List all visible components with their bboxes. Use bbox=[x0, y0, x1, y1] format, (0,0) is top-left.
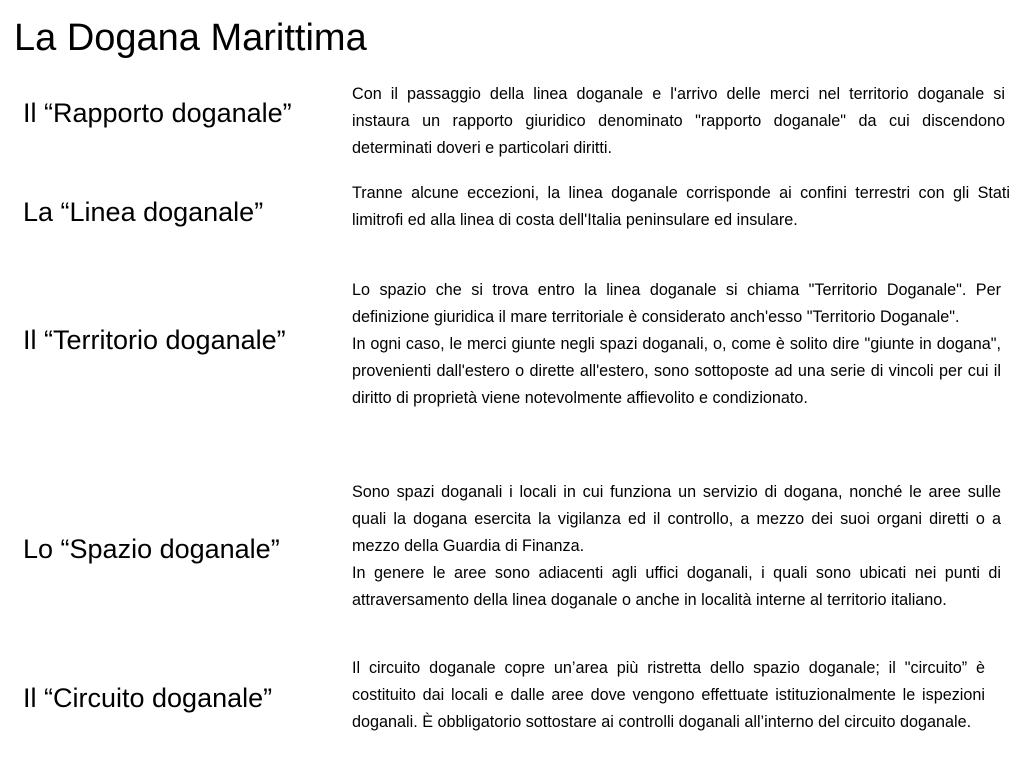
slide-title: La Dogana Marittima bbox=[14, 17, 367, 59]
body-spazio-doganale bbox=[352, 479, 1001, 614]
body-linea-doganale bbox=[352, 180, 1010, 234]
body-territorio-doganale bbox=[352, 277, 1001, 412]
heading-rapporto-doganale: Il “Rapporto doganale” bbox=[23, 98, 292, 128]
paragraph: Lo spazio che si trova entro la linea doganale si chiama "Territorio Doganale". Per definizione giuridica il mare territoriale è considerato anch'esso "Territorio Doganale". bbox=[352, 281, 1001, 326]
heading-territorio-doganale: Il “Territorio doganale” bbox=[23, 325, 286, 355]
paragraph: Il circuito doganale copre un’area più ristretta dello spazio doganale; il "circuito” è costituito dai locali e dalle aree dove vengono effettuate istituzionalmente le ispezioni doganali. È obbligatorio sottostare ai controlli doganali all’interno del circuito doganale. bbox=[352, 659, 985, 731]
paragraph: Sono spazi doganali i locali in cui funziona un servizio di dogana, nonché le aree sulle quali la dogana esercita la vigilanza ed il controllo, a mezzo dei suoi organi diretti o a mezzo della Guardia di Finanza. bbox=[352, 483, 1001, 555]
paragraph: In genere le aree sono adiacenti agli uffici doganali, i quali sono ubicati nei punti di attraversamento della linea doganale o anche in località interne al territorio italiano. bbox=[352, 564, 1001, 609]
paragraph: Tranne alcune eccezioni, la linea doganale corrisponde ai confini terrestri con gli Stati limitrofi ed alla linea di costa dell'Italia peninsulare ed insulare. bbox=[352, 184, 1010, 229]
body-circuito-doganale bbox=[352, 655, 985, 736]
heading-spazio-doganale: Lo “Spazio doganale” bbox=[23, 534, 280, 564]
paragraph: In ogni caso, le merci giunte negli spazi doganali, o, come è solito dire "giunte in dogana", provenienti dall'estero o dirette all'estero, sono sottoposte ad una serie di vincoli per cui il diritto di proprietà viene notevolmente affievolito e condizionato. bbox=[352, 335, 1001, 407]
heading-linea-doganale: La “Linea doganale” bbox=[23, 197, 264, 227]
heading-circuito-doganale: Il “Circuito doganale” bbox=[23, 683, 273, 713]
paragraph: Con il passaggio della linea doganale e l'arrivo delle merci nel territorio doganale si instaura un rapporto giuridico denominato "rapporto doganale" da cui discendono determinati doveri e particolari diritti. bbox=[352, 85, 1005, 157]
body-rapporto-doganale bbox=[352, 81, 1005, 162]
